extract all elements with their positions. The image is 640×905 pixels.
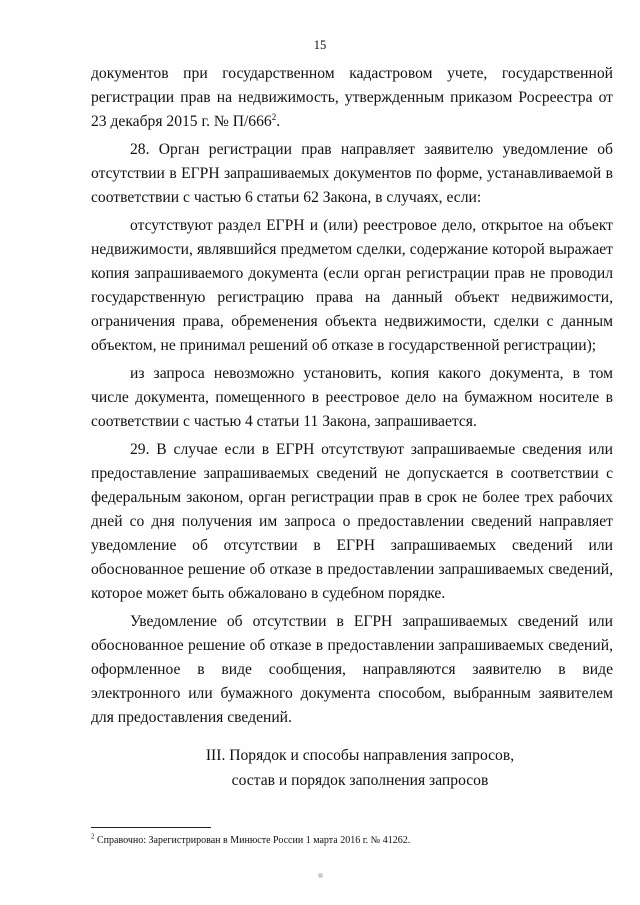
body-text — [91, 62, 613, 730]
section-heading — [140, 743, 580, 793]
paragraph-case-2: из запроса невозможно установить, копия какого документа, в том числе документа, помещенного в реестровое дело на бумажном носителе в соответствии с частью 4 статьи 11 Закона, запрашивается. — [91, 365, 613, 430]
paragraph-continuation: документов при государственном кадастровом учете, государственной регистрации прав на недвижимость, утвержденным приказом Росреестра от 23 декабря 2015 г. № $П/666^2$. — [91, 65, 613, 130]
scan-speck — [318, 873, 323, 878]
footnote-text: Справочно: Зарегистрирован в Минюсте России 1 марта 2016 г. № 41262. — [97, 835, 411, 846]
page-number: 15 — [313, 38, 327, 52]
paragraph-notification: Уведомление об отсутствии в ЕГРН запрашиваемых сведений или обоснованное решение об отказе в предоставлении запрашиваемых сведений, оформленное в виде сообщения, направляются заявителю в виде электронного или бумажного документа способом, выбранным заявителем для предоставления сведений. — [91, 613, 613, 726]
footnote — [91, 834, 611, 847]
footnote-marker: 2 — [91, 832, 95, 841]
footnote-separator — [91, 827, 211, 828]
paragraph-28: 28. Орган регистрации прав направляет заявителю уведомление об отсутствии в ЕГРН запрашиваемых документов по форме, устанавливаемой в соответствии с частью 6 статьи 62 Закона, в случаях, если: — [91, 141, 613, 206]
footnote-reference[interactable]: 2 — [271, 111, 277, 122]
section-heading-line-2: состав и порядок заполнения запросов — [231, 772, 489, 789]
paragraph-case-1: отсутствуют раздел ЕГРН и (или) реестровое дело, открытое на объект недвижимости, являвшийся предметом сделки, содержание которой выражает копия запрашиваемого документа (если орган регистрации прав не проводил государственную регистрацию права на данный объект недвижимости, ограничения права, обременения объекта недвижимости, сделки с данным объектом, не принимал решений об отказе в государственной регистрации); — [91, 217, 613, 354]
paragraph-29: 29. В случае если в ЕГРН отсутствуют запрашиваемые сведения или предоставление запрашиваемых сведений не допускается в соответствии с федеральным законом, орган регистрации прав в срок не более трех рабочих дней со дня получения им запроса о предоставлении сведений направляет уведомление об отсутствии в ЕГРН запрашиваемых сведений или обоснованное решение об отказе в предоставлении запрашиваемых сведений, которое может быть обжаловано в судебном порядке. — [91, 441, 613, 602]
section-heading-line-1: III. Порядок и способы направления запросов, — [205, 747, 515, 764]
